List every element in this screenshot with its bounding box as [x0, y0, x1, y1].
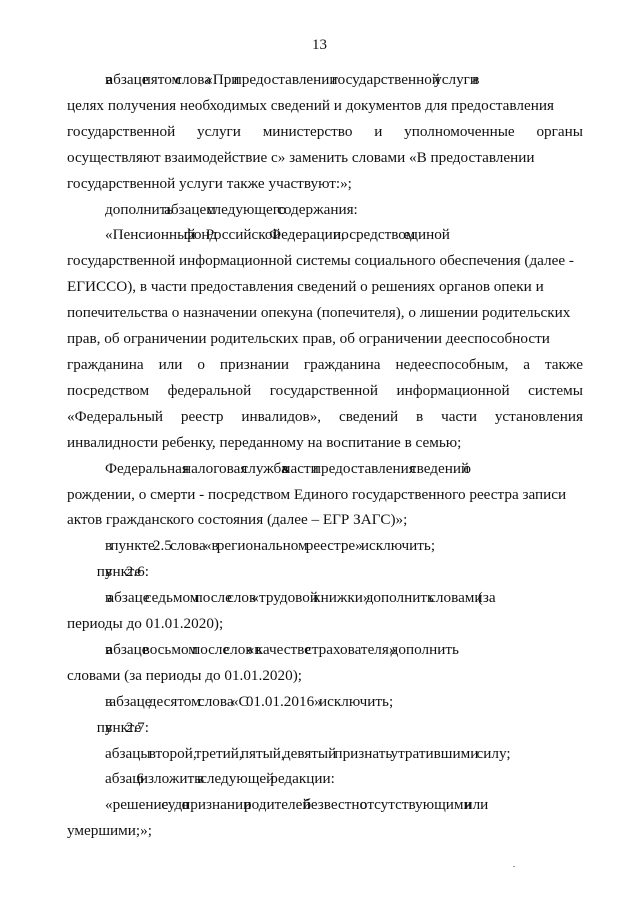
- word: информационной: [396, 381, 510, 399]
- word: услуги: [197, 122, 241, 140]
- text-line: словами (за периоды до 01.01.2020);: [67, 666, 302, 684]
- word: государственной: [67, 122, 176, 140]
- word: инвалидов»,: [241, 407, 322, 425]
- word: о: [197, 355, 205, 373]
- paragraph: [67, 559, 583, 585]
- word: или: [158, 355, 183, 373]
- paragraph: [67, 792, 583, 844]
- text-line: в пункте 2.6:: [105, 563, 149, 581]
- text-line: в пункте 2.5 слова «в региональном реестре» исключить;: [105, 537, 436, 555]
- paragraph: [67, 766, 583, 792]
- word: системы: [528, 381, 583, 399]
- word: признании: [219, 355, 289, 373]
- text-line: в пункте 2.7:: [105, 718, 149, 736]
- word: также: [544, 355, 583, 373]
- text-line-justified: [67, 119, 583, 145]
- page-number: 13: [312, 37, 327, 53]
- word: установления: [494, 407, 583, 425]
- text-line: инвалидности ребенку, переданному на воспитание в семью;: [67, 433, 462, 451]
- text-line: государственной услуги также участвуют:»;: [67, 174, 352, 192]
- paragraph: [67, 67, 583, 197]
- word: государственной: [269, 381, 379, 399]
- text-line: актов гражданского состояния (далее – ЕГР ЗАГС)»;: [67, 511, 408, 529]
- text-line: прав, об ограничении родительских прав, об ограничении дееспособности: [67, 330, 550, 348]
- text-line: умершими;»;: [67, 822, 152, 840]
- word: в: [416, 407, 424, 425]
- paragraph: [67, 689, 583, 715]
- word: и: [374, 122, 383, 140]
- word: сведений: [338, 407, 399, 425]
- text-line-justified: [67, 378, 583, 404]
- text-line: государственной информационной системы социального обеспечения (далее -: [67, 252, 574, 270]
- scan-speck: [513, 866, 515, 867]
- paragraph: [67, 533, 583, 559]
- paragraph: [67, 637, 583, 689]
- word: а: [523, 355, 531, 373]
- text-line: «решение суда о признании родителей безвестно отсутствующими или: [105, 796, 489, 814]
- text-line: абзац 6 изложить в следующей редакции:: [105, 770, 335, 788]
- text-line: абзацы второй, третий, пятый, девятый признать утратившими силу;: [105, 744, 511, 762]
- text-line: в абзаце десятом слова «С 01.01.2016» исключить;: [105, 692, 394, 710]
- word: гражданина: [303, 355, 381, 373]
- word: посредством: [67, 381, 150, 399]
- text-line: дополнить абзацем следующего содержания:: [105, 200, 358, 218]
- word: федеральной: [167, 381, 252, 399]
- word: «Федеральный: [67, 407, 164, 425]
- word: уполномоченные: [404, 122, 515, 140]
- text-line: в абзаце пятом слова «При предоставлении государственной услуги в: [105, 71, 480, 88]
- text-line: в абзаце восьмом после слов «в качестве страхователя» дополнить: [105, 640, 459, 658]
- paragraph: [67, 741, 583, 767]
- text-line: «Пенсионный фонд Российской Федерации, посредством единой: [105, 226, 450, 244]
- text-line: Федеральная налоговая служба - в части предоставления сведений о: [105, 459, 471, 477]
- document-body: [67, 67, 583, 844]
- text-line: рождении, о смерти - посредством Единого государственного реестра записи: [67, 485, 567, 503]
- text-line-justified: [67, 352, 583, 378]
- word: реестр: [180, 407, 224, 425]
- word: части: [441, 407, 477, 425]
- text-line: осуществляют взаимодействие с» заменить словами «В предоставлении: [67, 148, 535, 166]
- text-line: периоды до 01.01.2020);: [67, 615, 224, 633]
- text-line: целях получения необходимых сведений и документов для предоставления: [67, 96, 554, 114]
- paragraph: [67, 456, 583, 534]
- word: недееспособным,: [395, 355, 509, 373]
- text-line: в абзаце седьмом после слов «трудовой книжки» дополнить словами (за: [105, 589, 496, 607]
- paragraph: [67, 197, 583, 223]
- paragraph: [67, 715, 583, 741]
- paragraph: [67, 585, 583, 637]
- word: министерство: [262, 122, 353, 140]
- word: органы: [536, 122, 583, 140]
- text-line: ЕГИССО), в части предоставления сведений о решениях органов опеки и: [67, 278, 544, 296]
- text-line-justified: [67, 404, 583, 430]
- word: гражданина: [67, 355, 144, 373]
- text-line: попечительства о назначении опекуна (попечителя), о лишении родительских: [67, 304, 571, 322]
- paragraph: [67, 222, 583, 455]
